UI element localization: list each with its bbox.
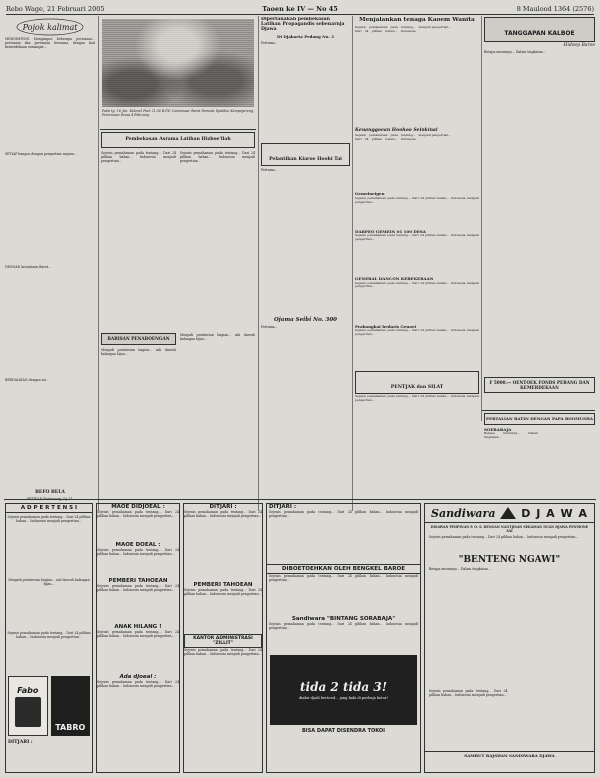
barisan-body: Menjadi pemberian bagian... asli daerah kalangan hijau... — [180, 333, 255, 342]
advertensi-body: Sejenis pemahaman pada tentang... Dari 24 pilihan bahan... Indonesia menjadi pengertian... — [7, 515, 91, 524]
barisan-body: Menjadi pemberian bagian... asli daerah kalangan hijau... — [101, 348, 176, 357]
anak-hilang-title: ANAK HILANG ! — [114, 624, 162, 630]
barisan-headline: BARISAN PENABOENGAN — [107, 336, 170, 342]
benteng-ngawi-title: "BENTENG NGAWI" — [458, 555, 561, 566]
fabo-jar-icon — [15, 697, 41, 727]
fund-box: F 5000.— OENTOEK FONDS PERANG DAN KEMERDEKAAN — [484, 377, 595, 393]
ditjari-title: DITJARI : — [209, 504, 237, 510]
masthead — [6, 3, 594, 15]
sandiwara-djawa-ad[interactable] — [424, 503, 595, 773]
product-ads — [6, 674, 92, 738]
news-photo — [102, 19, 254, 107]
tida-ad[interactable] — [270, 655, 417, 725]
menjalankan-column — [355, 17, 479, 497]
barisan-headline-box — [101, 333, 176, 345]
menjalankan-headline: Menjalankan tenaga Kaoem Wanita — [359, 17, 475, 23]
maoe-doeal-title: MAOE DOEAL : — [115, 542, 161, 548]
column-logo — [5, 17, 95, 37]
darpeo-body: Sejenis pemahaman pada tentang... Dari 24 pilihan bahan... Indonesia menjadi pengertian... — [355, 233, 479, 241]
djawa-intro: DISAWAN PIMPINAN P. O. S. DENGAN NANTJISAN SEKAMAN NUAN DJAWA PENMONE SAI — [430, 525, 589, 534]
darpeo-headline: DARPEO GEMEIN 01 100 DESA — [355, 228, 426, 234]
diboetoehkan-body: Sejenis pemahaman pada tentang... Dari 24 pilihan bahan... Indonesia menjadi pengertian... — [269, 574, 418, 583]
photo-image — [102, 19, 254, 107]
pertalian-column — [484, 427, 595, 497]
pertalian-headline-box — [484, 413, 595, 425]
kiaroe-headline: Pelantikan Kiaroe Hoohi Tai — [269, 156, 342, 162]
tida-sub: diakir djadi bertoed... jang kaki di perbaja kotor! — [298, 696, 389, 700]
ada-djoeal-body: Sejenis pemahaman pada tentang... Dari 24 pilihan bahan... Indonesia menjadi pengertian... — [97, 680, 179, 689]
ditjari-2-body: Sejenis pemahaman pada tentang... Dari 24 pilihan bahan... Indonesia menjadi pengertian... — [269, 510, 418, 519]
ads-column-4 — [266, 503, 421, 773]
advertensi-body: Sejenis pemahaman pada tentang... Dari 24 pilihan bahan... Indonesia menjadi pengertian... — [7, 631, 91, 640]
maoe-djoeal-body: Sejenis pemahaman pada tentang... Dari 24 pilihan bahan... Indonesia menjadi pengertian... — [97, 510, 179, 519]
sandiwara-bintang-title: Sandiwara "BINTANG SORABAJA" — [291, 616, 396, 622]
menjalankan-body: Sejenis pemahaman pada tentang... Dari 24 pilihan bahan... Indonesia menjadi pengertian... — [355, 25, 452, 33]
general-headline: GENERAL DANCON KEBEKERAAN — [355, 276, 434, 282]
maoe-djoeal-title: MAOE DIDJOEAL : — [111, 504, 165, 510]
djawa-schedule: Sejenis pemahaman pada tentang... Dari 24 pilihan bahan... Indonesia menjadi pengertian... — [429, 535, 579, 540]
ads-column-3 — [183, 503, 263, 773]
prabangkat-body: Sejenis pemahaman pada tentang... Dari 24 pilihan bahan... Indonesia menjadi pengertian... — [355, 328, 479, 336]
maoe-doeal-body: Sejenis pemahaman pada tentang... Dari 24 pilihan bahan... Indonesia menjadi pengertian... — [97, 548, 179, 557]
col1-paragraph: BERDALIKAN dengan ini... — [5, 378, 49, 382]
col1-paragraph: SETIAP bangsa dengan pengertian negara... — [5, 152, 77, 156]
advertensi-body: Menjadi pemberian bagian... asli daerah kalangan hijau... — [8, 578, 90, 587]
sandiwara-djawa-header — [425, 504, 594, 523]
tanggapan-body: Betapa murninya... Dalam tingkatan... — [484, 50, 546, 54]
tida-headline: tida 2 tida 3! — [299, 680, 388, 694]
djawa-cast-list: Sejenis pemahaman pada tentang... Dari 24 pilihan bahan... Indonesia menjadi pengertian... — [429, 689, 508, 698]
section-rule — [482, 410, 595, 411]
dipertanakan-headline: Dipertanakan pembekasan Latihan Propagandis sebenarnja Djawa — [261, 17, 345, 33]
pentjak-headline-box — [355, 371, 479, 394]
column-divider — [258, 16, 259, 511]
pertalian-body: Betapa murninya... Dalam tingkatan... — [484, 431, 538, 440]
pojok-logo-text: Pojok kalimat — [22, 23, 78, 32]
col1-paragraph: MENGIMPONI Mengimpor beberapa pertanian... pertanian dan pertanian bersama, dengan hati kemerdekaan semangat... — [5, 37, 95, 50]
section-rule — [100, 129, 256, 130]
column-divider — [98, 16, 99, 511]
dipertanakan-body: Pertama... — [261, 40, 278, 45]
general-body: Sejenis pemahaman pada tentang... Dari 24 pilihan bahan... Indonesia menjadi pengertian... — [355, 280, 479, 289]
col1-byline: BEFO BELA — [35, 490, 65, 495]
sandiwara-emblem-icon — [499, 506, 517, 520]
anak-hilang-body: Sejenis pemahaman pada tentang... Dari 24 pilihan bahan... Indonesia menjadi pengertian... — [97, 630, 179, 639]
tanggapan-column — [484, 17, 595, 407]
masthead-issue: Taoen ke IV — No 45 — [262, 4, 338, 13]
pertalian-headline: PERTALIAN BATIN DENGAN PAPA ROOMUSHA — [486, 416, 593, 422]
pertalian-sub: SOERABAJA — [484, 427, 512, 432]
masthead-date: Rebo Wage, 21 Februari 2005 — [6, 4, 105, 13]
dipertanakan-column — [261, 17, 350, 497]
sandiwara-title: Sandiwara — [431, 506, 496, 520]
prabangkat-headline: Prabangkat bedaris Genoei — [355, 323, 417, 329]
tanggapan-headline: TANGGAPAN KALBOE — [504, 30, 575, 37]
kiaroe-headline-box — [261, 143, 350, 166]
kantor-body: Sejenis pemahaman pada tentang... Dari 24 pilihan bahan... Indonesia menjadi pengertian... — [184, 648, 262, 657]
masthead-hijri-date: 8 Maulood 1364 (2576) — [516, 4, 594, 13]
ads-divider — [4, 499, 596, 500]
pojok-logo-icon — [15, 18, 85, 36]
gemeineigen-headline: Gemeineigen — [355, 191, 385, 197]
pembekasan-headline-box — [101, 132, 255, 148]
advertensi-block — [5, 503, 93, 773]
column-divider — [481, 16, 482, 421]
ada-djoeal-title: Ada djoeal : — [119, 674, 157, 680]
pemberi-tahoean-body: Sejenis pemahaman pada tentang... Dari 24 pilihan bahan... Indonesia menjadi pengertian... — [97, 584, 179, 593]
column-divider — [352, 16, 353, 511]
tanggapan-subtitle: Hidoep Baroe — [563, 43, 595, 48]
ditjari-2-title: DITJARI : — [269, 504, 297, 510]
djawa-body: Betapa murninya... Dalam tingkatan... — [429, 567, 491, 572]
pemberi-tahoean-2-title: PEMBERI TAHOEAN — [193, 582, 253, 588]
djawa-footer: SAMBUT RAJSHAN SANDIWARA DJAWA — [425, 751, 594, 758]
fabo-ad[interactable] — [8, 676, 48, 736]
tabro-ad[interactable] — [51, 676, 90, 736]
keuanggoean-body: Sejenis pemahaman pada tentang... Dari 24 pilihan bahan... Indonesia menjadi pengertian... — [355, 133, 452, 142]
pemberi-tahoean-2-body: Sejenis pemahaman pada tentang... Dari 24 pilihan bahan... Indonesia menjadi pengertian... — [184, 588, 262, 597]
kiaroe-body: Pertama... — [261, 167, 278, 172]
column-pojok — [5, 17, 95, 572]
bisa-dapat-banner: BISA DAPAT DISENDRA TOKOI — [302, 728, 385, 734]
fabo-logo: Fabo — [17, 685, 39, 695]
pembekasan-body: Sejenis pemahaman pada tentang... Dari 24 pilihan bahan... Indonesia menjadi pengertian... — [180, 151, 255, 164]
col1-ad-ditjari: DITJARI : — [8, 740, 33, 745]
ads-column-2 — [96, 503, 180, 773]
sandiwara-bintang-body: Sejenis pemahaman pada tentang... Dari 24 pilihan bahan... Indonesia menjadi pengertian... — [269, 622, 418, 631]
gemeineigen-body: Sejenis pemahaman pada tentang... Dari 24 pilihan bahan... Indonesia menjadi pengertian... — [355, 195, 479, 204]
pembekasan-headline: Pembekasan Asrama Latihan Hizboe'llah — [125, 137, 231, 143]
photo-caption: Pada tg. 16 Jan. Kolonel Poet 21.36 B.P.D Commissar Barat Pemuda Djaddoe Kempegoreng, Pertemuan Dessa 4 February. — [102, 109, 254, 118]
col1-paragraph: DENGAN kesadaran Barat... — [5, 265, 52, 269]
pentjak-body: Sejenis pemahaman pada tentang... Dari 24 pilihan bahan... Indonesia menjadi pengertian... — [355, 394, 479, 402]
tabro-logo: TABRO — [55, 723, 86, 732]
diboetoehkan-title: DIBOETOEHKAN OLEH BENGKEL BAROE — [267, 564, 420, 574]
osaka-headline: Ojama Seibi No. 300 — [274, 316, 337, 323]
osaka-body: Pertama... — [261, 325, 278, 330]
tanggapan-headline-box — [484, 17, 595, 42]
pemberi-tahoean-title: PEMBERI TAHOEAN — [108, 578, 168, 584]
pembekasan-body: Sejenis pemahaman pada tentang... Dari 24 pilihan bahan... Indonesia menjadi pengertian... — [101, 151, 176, 164]
ditjari-body: Sejenis pemahaman pada tentang... Dari 24 pilihan bahan... Indonesia menjadi pengertian... — [184, 510, 262, 519]
kantor-title: KANTOR ADMINISTRASI "ZILLIT" — [184, 634, 262, 648]
djawa-title: D J A W A — [521, 506, 588, 520]
advertensi-header: A D P E R T E N S I — [6, 504, 92, 513]
dipertanakan-subtitle: Di Djakarta Pedang No. 3 — [277, 33, 334, 39]
pentjak-headline: PENTJAK dan SILAT — [390, 385, 444, 391]
keuanggoean-headline: Keuanggoean Hoohoo Seinkinai — [355, 128, 438, 133]
